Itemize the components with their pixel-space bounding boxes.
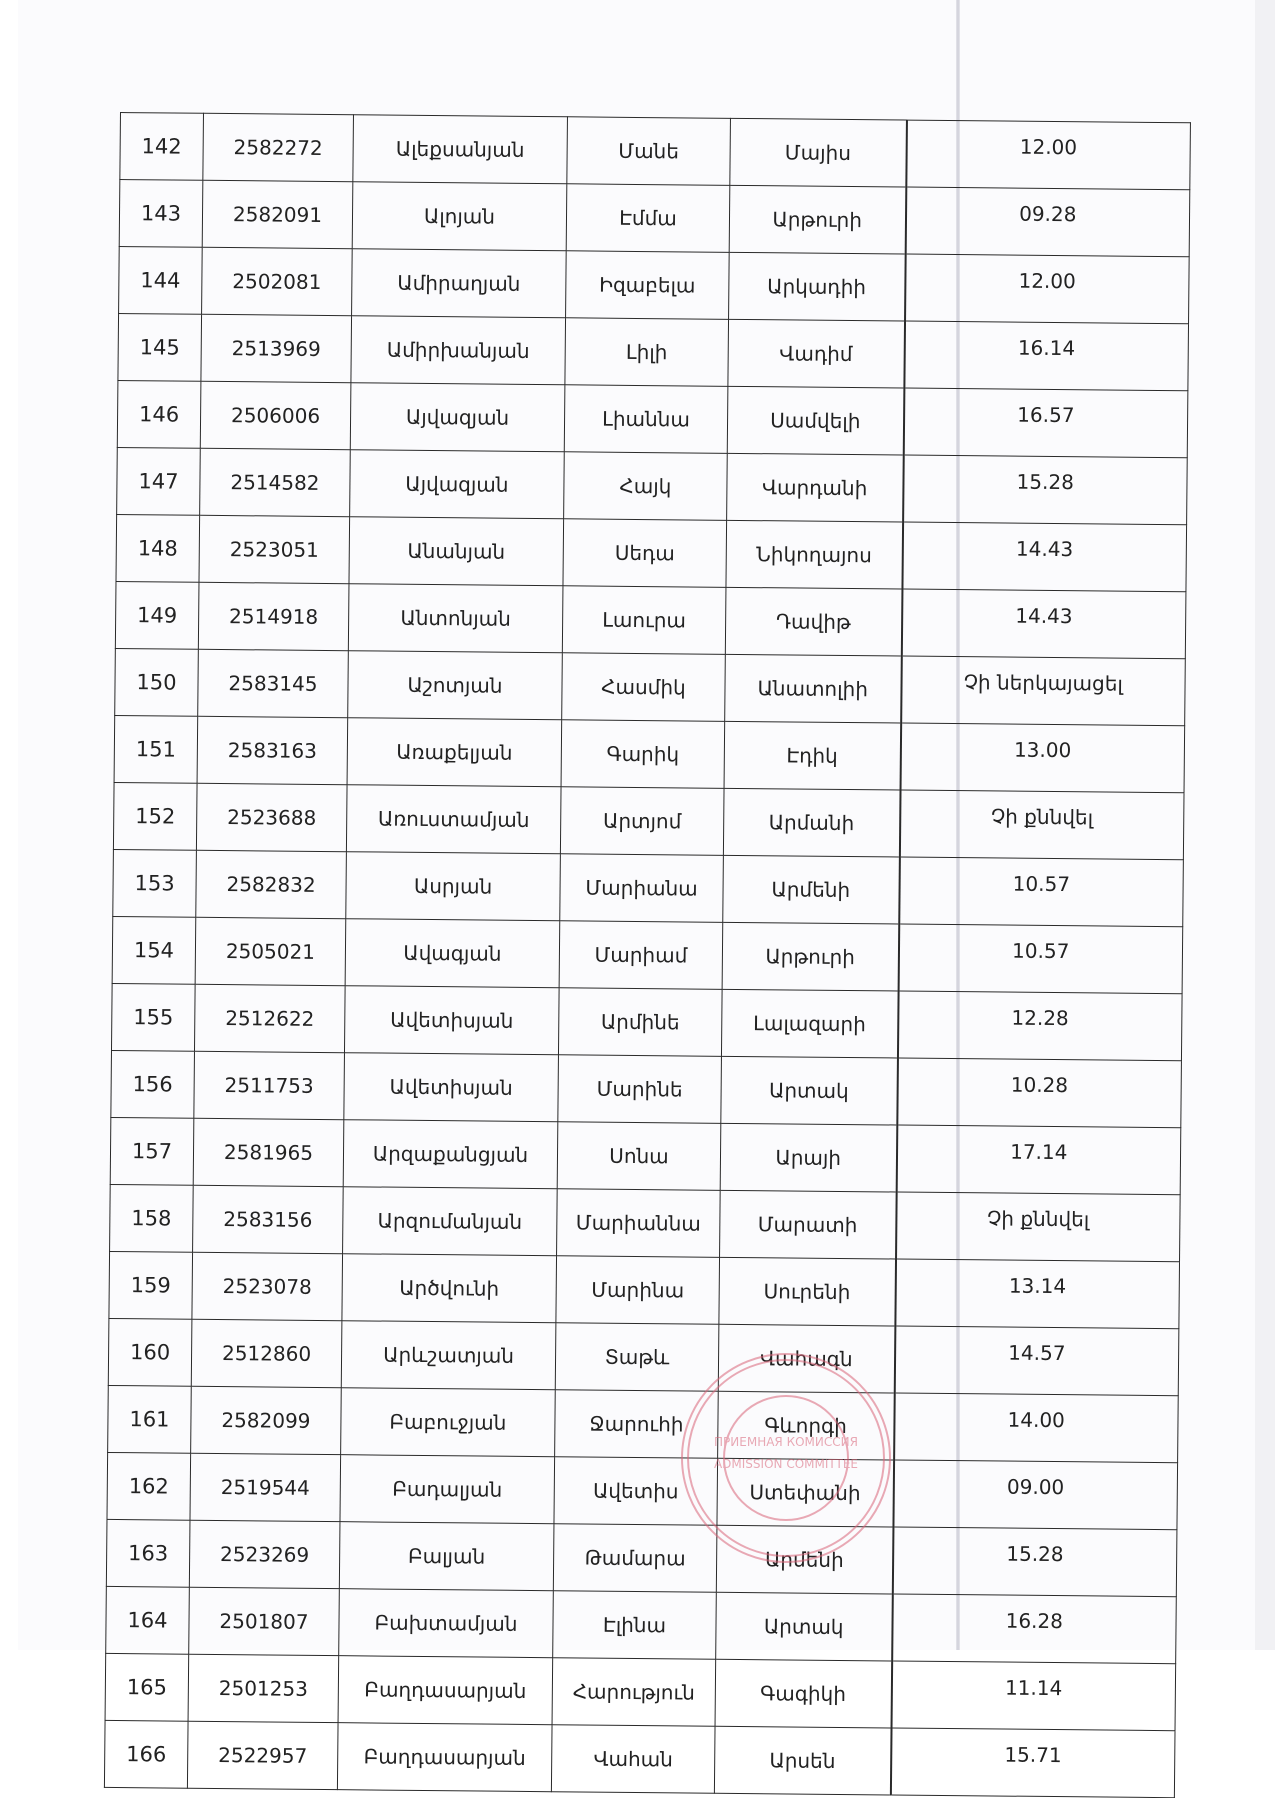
table-row [108, 1318, 1179, 1395]
patronymic-cell: Արմենի [716, 1525, 893, 1594]
first-name-cell: Էլինա [553, 1591, 717, 1660]
first-name-cell: Հասմիկ [562, 653, 726, 722]
score-cell: 12.00 [906, 120, 1191, 190]
stamp-text-en: ADMISSION COMMITTEE [713, 1457, 859, 1471]
applicant-id-cell: 2582272 [203, 113, 354, 181]
score-cell: Չի ներկայացել [901, 656, 1186, 726]
row-number-cell: 161 [108, 1385, 192, 1453]
applicant-id-cell: 2519544 [190, 1453, 341, 1521]
score-cell: 13.00 [900, 723, 1185, 793]
row-number-cell: 162 [107, 1452, 191, 1520]
last-name-cell: Բադալյան [340, 1455, 555, 1524]
applicant-id-cell: 2513969 [201, 314, 352, 382]
first-name-cell: Մարիամ [559, 921, 723, 990]
score-cell: 11.14 [891, 1661, 1176, 1731]
row-number-cell: 156 [111, 1050, 195, 1118]
applicant-id-cell: 2523688 [196, 783, 347, 851]
first-name-cell: Արտյոմ [560, 787, 724, 856]
first-name-cell: Հայկ [564, 452, 728, 521]
score-cell: 16.14 [904, 321, 1189, 391]
row-number-cell: 142 [120, 113, 204, 181]
first-name-cell: Իզաբելա [566, 251, 730, 320]
patronymic-cell: Անատոլիի [725, 654, 902, 723]
last-name-cell: Ասրյան [346, 852, 561, 921]
row-number-cell: 166 [104, 1720, 188, 1788]
patronymic-cell: Էդիկ [724, 721, 901, 790]
row-number-cell: 150 [115, 648, 199, 716]
patronymic-cell: Ստեփանի [717, 1458, 894, 1527]
row-number-cell: 146 [117, 380, 201, 448]
row-number-cell: 153 [113, 849, 197, 917]
score-cell: Չի քննվել [899, 790, 1184, 860]
row-number-cell: 155 [111, 983, 195, 1051]
applicant-id-cell: 2523051 [199, 515, 350, 583]
last-name-cell: Այվազյան [350, 450, 565, 519]
score-cell: 09.28 [905, 187, 1190, 257]
last-name-cell: Ամիրխանյան [351, 316, 566, 385]
applicant-id-cell: 2582099 [191, 1386, 342, 1454]
first-name-cell: Մարիաննա [557, 1189, 721, 1258]
score-cell: 15.71 [890, 1728, 1175, 1798]
last-name-cell: Առուստամյան [346, 785, 561, 854]
patronymic-cell: Սուրենի [719, 1257, 896, 1326]
table-row [107, 1452, 1178, 1529]
applicant-id-cell: 2582832 [196, 850, 347, 918]
results-table-body [104, 113, 1190, 1798]
applicant-id-cell: 2505021 [195, 917, 346, 985]
patronymic-cell: Արսեն [714, 1726, 891, 1795]
row-number-cell: 154 [112, 916, 196, 984]
applicant-id-cell: 2506006 [200, 381, 351, 449]
patronymic-cell: Վարդանի [727, 453, 904, 522]
score-cell: 10.57 [898, 924, 1183, 994]
patronymic-cell: Մարատի [720, 1190, 897, 1259]
last-name-cell: Արևշատյան [341, 1321, 556, 1390]
patronymic-cell: Արայի [720, 1123, 897, 1192]
score-cell: 17.14 [896, 1125, 1181, 1195]
row-number-cell: 151 [114, 715, 198, 783]
table-row [113, 849, 1184, 926]
first-name-cell: Ավետիս [554, 1457, 718, 1526]
first-name-cell: Տաթև [555, 1323, 719, 1392]
row-number-cell: 157 [110, 1117, 194, 1185]
first-name-cell: Մարիանա [560, 854, 724, 923]
patronymic-cell: Սամվելի [727, 386, 904, 455]
page-edge [1255, 0, 1275, 1650]
row-number-cell: 164 [106, 1586, 190, 1654]
last-name-cell: Առաքելյան [347, 718, 562, 787]
row-number-cell: 145 [118, 313, 202, 381]
first-name-cell: Մանե [567, 117, 731, 186]
first-name-cell: Լիլի [565, 318, 729, 387]
applicant-id-cell: 2511753 [194, 1051, 345, 1119]
applicant-id-cell: 2583145 [198, 649, 349, 717]
patronymic-cell: Արտակ [716, 1592, 893, 1661]
patronymic-cell: Արթուրի [722, 922, 899, 991]
score-cell: 15.28 [903, 455, 1188, 525]
applicant-id-cell: 2581965 [193, 1118, 344, 1186]
row-number-cell: 147 [117, 447, 201, 515]
first-name-cell: Մարինա [556, 1256, 720, 1325]
table-row [116, 514, 1187, 591]
score-cell: 13.14 [895, 1259, 1180, 1329]
last-name-cell: Բաղդասարյան [337, 1723, 552, 1792]
last-name-cell: Ավետիսյան [344, 1053, 559, 1122]
admission-stamp [676, 1348, 896, 1568]
row-number-cell: 165 [105, 1653, 189, 1721]
score-cell: 09.00 [893, 1460, 1178, 1530]
applicant-id-cell: 2501253 [188, 1654, 339, 1722]
applicant-id-cell: 2523269 [189, 1520, 340, 1588]
table-row [109, 1251, 1180, 1328]
last-name-cell: Արզաքանցյան [343, 1120, 558, 1189]
last-name-cell: Արզումանյան [343, 1187, 558, 1256]
table-row [111, 983, 1182, 1060]
table-row [120, 113, 1191, 190]
applicant-id-cell: 2512622 [194, 984, 345, 1052]
score-cell: 14.00 [894, 1393, 1179, 1463]
patronymic-cell: Արտակ [721, 1056, 898, 1125]
patronymic-cell: Արթուրի [729, 185, 906, 254]
row-number-cell: 144 [119, 246, 203, 314]
table-row [111, 1050, 1182, 1127]
applicant-id-cell: 2583163 [197, 716, 348, 784]
applicant-id-cell: 2514582 [200, 448, 351, 516]
score-cell: 15.28 [892, 1527, 1177, 1597]
applicant-id-cell: 2583156 [193, 1185, 344, 1253]
score-cell: 10.28 [897, 1058, 1182, 1128]
last-name-cell: Ավագյան [345, 919, 560, 988]
applicant-id-cell: 2582091 [202, 180, 353, 248]
first-name-cell: Ջարուհի [555, 1390, 719, 1459]
table-row [105, 1653, 1176, 1730]
patronymic-cell: Մայիս [730, 118, 907, 187]
row-number-cell: 158 [110, 1184, 194, 1252]
last-name-cell: Անտոնյան [348, 584, 563, 653]
patronymic-cell: Գևորգի [718, 1391, 895, 1460]
applicant-id-cell: 2523078 [192, 1252, 343, 1320]
first-name-cell: Հարություն [552, 1658, 716, 1727]
row-number-cell: 160 [108, 1318, 192, 1386]
table-row [112, 916, 1183, 993]
score-cell: 12.28 [897, 991, 1182, 1061]
last-name-cell: Աշոտյան [348, 651, 563, 720]
table-row [115, 581, 1186, 658]
row-number-cell: 152 [113, 782, 197, 850]
patronymic-cell: Վադիմ [728, 319, 905, 388]
patronymic-cell: Արկադիի [729, 252, 906, 321]
last-name-cell: Ալոյան [352, 182, 567, 251]
applicant-id-cell: 2501807 [189, 1587, 340, 1655]
row-number-cell: 143 [119, 180, 203, 248]
first-name-cell: Սեդա [563, 519, 727, 588]
last-name-cell: Բալյան [339, 1522, 554, 1591]
last-name-cell: Ամիրաղյան [352, 249, 567, 318]
score-cell: Չի քննվել [896, 1192, 1181, 1262]
last-name-cell: Բախտամյան [339, 1589, 554, 1658]
last-name-cell: Բաբուջյան [341, 1388, 556, 1457]
patronymic-cell: Արմենի [723, 855, 900, 924]
score-cell: 16.57 [903, 388, 1188, 458]
table-row [106, 1586, 1177, 1663]
first-name-cell: Լաուրա [562, 586, 726, 655]
first-name-cell: Սոնա [557, 1122, 721, 1191]
table-row [106, 1519, 1177, 1596]
table-row [115, 648, 1186, 725]
applicant-id-cell: 2502081 [202, 247, 353, 315]
last-name-cell: Այվազյան [350, 383, 565, 452]
first-name-cell: Լիաննա [564, 385, 728, 454]
row-number-cell: 148 [116, 514, 200, 582]
first-name-cell: Էմմա [566, 184, 730, 253]
patronymic-cell: Վահագն [718, 1324, 895, 1393]
first-name-cell: Գարիկ [561, 720, 725, 789]
table-row [104, 1720, 1175, 1797]
patronymic-cell: Գագիկի [715, 1659, 892, 1728]
table-row [114, 715, 1185, 792]
table-row [117, 380, 1188, 457]
stamp-text-ru: ПРИЕМНАЯ КОМИССИЯ [714, 1435, 858, 1449]
score-cell: 12.00 [905, 254, 1190, 324]
score-cell: 14.43 [902, 522, 1187, 592]
table-row [119, 180, 1190, 257]
score-cell: 14.43 [901, 589, 1186, 659]
row-number-cell: 159 [109, 1251, 193, 1319]
applicant-id-cell: 2522957 [187, 1721, 338, 1789]
patronymic-cell: Դավիթ [725, 587, 902, 656]
row-number-cell: 163 [106, 1519, 190, 1587]
patronymic-cell: Նիկողայոս [726, 520, 903, 589]
first-name-cell: Մարինե [558, 1055, 722, 1124]
applicant-id-cell: 2512860 [191, 1319, 342, 1387]
first-name-cell: Վահան [551, 1725, 715, 1794]
last-name-cell: Անանյան [349, 517, 564, 586]
first-name-cell: Թամարա [553, 1524, 717, 1593]
table-row [119, 246, 1190, 323]
patronymic-cell: Արմանի [723, 788, 900, 857]
row-number-cell: 149 [115, 581, 199, 649]
first-name-cell: Արմինե [558, 988, 722, 1057]
table-row [108, 1385, 1179, 1462]
table-row [110, 1184, 1181, 1261]
score-cell: 16.28 [892, 1594, 1177, 1664]
applicant-id-cell: 2514918 [198, 582, 349, 650]
score-cell: 14.57 [894, 1326, 1179, 1396]
table-row [110, 1117, 1181, 1194]
table-row [117, 447, 1188, 524]
score-cell: 10.57 [899, 857, 1184, 927]
table-row [113, 782, 1184, 859]
patronymic-cell: Լալազարի [721, 989, 898, 1058]
last-name-cell: Բաղդասարյան [338, 1656, 553, 1725]
results-table [104, 112, 1191, 1798]
last-name-cell: Ալեքսանյան [353, 115, 568, 184]
last-name-cell: Ավետիսյան [344, 986, 559, 1055]
last-name-cell: Արծվունի [342, 1254, 557, 1323]
table-row [118, 313, 1189, 390]
